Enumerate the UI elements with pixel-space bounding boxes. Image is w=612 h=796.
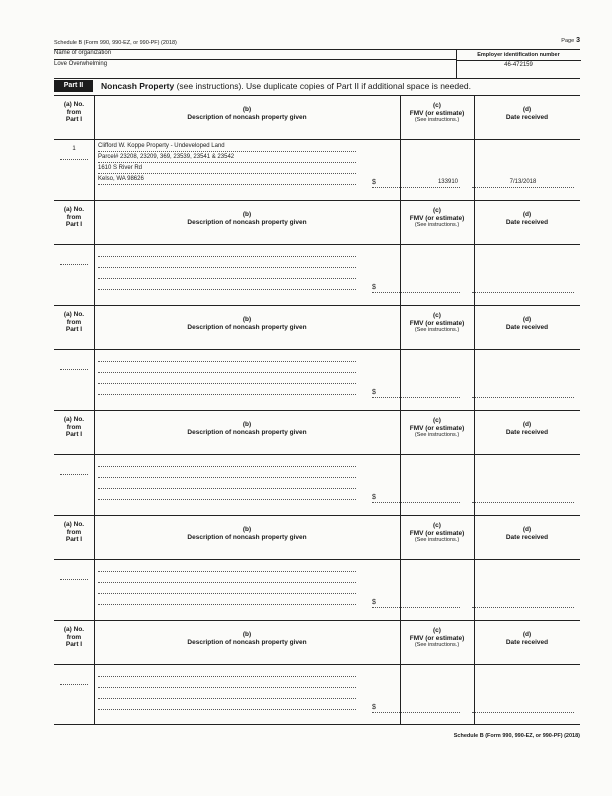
col-header-fmv-line: (c) bbox=[433, 627, 441, 634]
col-header-no-line: from bbox=[66, 423, 82, 431]
col-header-fmv-line: FMV (or estimate) bbox=[409, 634, 465, 642]
col-header-no-line: from bbox=[66, 213, 82, 221]
col-header-fmv-line: (See instructions.) bbox=[414, 537, 460, 543]
col-header-fmv-line: (c) bbox=[433, 312, 441, 319]
description-line-field[interactable] bbox=[98, 269, 356, 279]
property-entry-row bbox=[54, 560, 580, 618]
part-ii-bar bbox=[54, 79, 580, 93]
description-line-field[interactable] bbox=[98, 385, 356, 395]
col-header-no-line: from bbox=[66, 108, 82, 116]
col-header-no-line: (a) No. bbox=[63, 416, 85, 423]
col-header-fmv-line: (c) bbox=[433, 102, 441, 109]
part-i-number-field[interactable]: 1 bbox=[60, 146, 88, 160]
part-i-number-field[interactable] bbox=[60, 671, 88, 685]
col-header-no-line: from bbox=[66, 528, 82, 536]
fmv-field[interactable] bbox=[372, 283, 460, 293]
description-line-field[interactable] bbox=[98, 562, 356, 572]
col-header-fmv-line: FMV (or estimate) bbox=[409, 319, 465, 327]
part-i-number-field[interactable] bbox=[60, 251, 88, 265]
fmv-field[interactable] bbox=[372, 388, 460, 398]
col-header-description-line: Description of noncash property given bbox=[187, 428, 307, 436]
description-line-field[interactable] bbox=[98, 374, 356, 384]
part-title-bold: Noncash Property bbox=[101, 81, 175, 91]
col-header-fmv-line: (c) bbox=[433, 522, 441, 529]
col-header-no-line: (a) No. bbox=[63, 101, 85, 108]
property-entry-row bbox=[54, 245, 580, 303]
col-header-description bbox=[94, 95, 400, 140]
property-entry-row bbox=[54, 665, 580, 723]
col-header-date-line: (d) bbox=[522, 526, 532, 533]
col-header-description-line: (b) bbox=[242, 631, 252, 638]
description-line-field[interactable] bbox=[98, 490, 356, 500]
fmv-field[interactable] bbox=[372, 598, 460, 608]
col-header-date bbox=[474, 95, 580, 140]
col-header-no-line: Part I bbox=[65, 536, 83, 543]
col-header-no-line: Part I bbox=[65, 431, 83, 438]
col-header-fmv bbox=[400, 620, 474, 665]
col-header-fmv-line: FMV (or estimate) bbox=[409, 529, 465, 537]
description-line-field[interactable] bbox=[98, 678, 356, 688]
description-line-field[interactable]: Parcel# 23208, 23209, 369, 23539, 23541 & 23542 bbox=[98, 153, 356, 163]
dollar-sign: $ bbox=[372, 599, 376, 606]
property-entry-row bbox=[54, 140, 580, 198]
date-received-field[interactable] bbox=[472, 703, 574, 713]
col-header-no bbox=[54, 515, 94, 560]
col-header-no bbox=[54, 410, 94, 455]
description-line-field[interactable] bbox=[98, 280, 356, 290]
date-received-field[interactable] bbox=[472, 493, 574, 503]
description-line-field[interactable] bbox=[98, 479, 356, 489]
col-header-fmv-line: FMV (or estimate) bbox=[409, 214, 465, 222]
col-header-no-line: from bbox=[66, 318, 82, 326]
col-header-description bbox=[94, 410, 400, 455]
col-header-fmv-line: (c) bbox=[433, 207, 441, 214]
col-header-date-line: Date received bbox=[505, 323, 549, 331]
property-block bbox=[54, 620, 580, 725]
col-header-no-line: from bbox=[66, 633, 82, 641]
col-header-date bbox=[474, 200, 580, 245]
fmv-field[interactable] bbox=[372, 493, 460, 503]
col-header-fmv-line: (See instructions.) bbox=[414, 117, 460, 123]
org-name-rule bbox=[54, 59, 456, 60]
description-line-field[interactable] bbox=[98, 363, 356, 373]
dollar-sign: $ bbox=[372, 494, 376, 501]
col-header-date bbox=[474, 305, 580, 350]
col-header-fmv-line: (c) bbox=[433, 417, 441, 424]
part-i-number-field[interactable] bbox=[60, 566, 88, 580]
property-entry-row bbox=[54, 455, 580, 513]
col-header-description-line: (b) bbox=[242, 421, 252, 428]
description-line-field[interactable] bbox=[98, 689, 356, 699]
col-header-date-line: (d) bbox=[522, 421, 532, 428]
description-line-field[interactable]: Clifford W. Koppe Property - Undeveloped Land bbox=[98, 142, 356, 152]
col-header-description-line: Description of noncash property given bbox=[187, 533, 307, 541]
col-header-no-line: Part I bbox=[65, 116, 83, 123]
description-line-field[interactable] bbox=[98, 247, 356, 257]
col-header-no bbox=[54, 200, 94, 245]
col-header-date bbox=[474, 620, 580, 665]
col-header-description bbox=[94, 515, 400, 560]
col-header-date bbox=[474, 515, 580, 560]
col-header-fmv-line: FMV (or estimate) bbox=[409, 109, 465, 117]
property-block bbox=[54, 95, 580, 200]
fmv-field[interactable] bbox=[372, 178, 460, 188]
col-header-description bbox=[94, 305, 400, 350]
footer-label: Schedule B (Form 990, 990-EZ, or 990-PF) (2018) bbox=[453, 733, 580, 739]
property-entry-row bbox=[54, 350, 580, 408]
description-line-field[interactable] bbox=[98, 468, 356, 478]
col-header-description-line: Description of noncash property given bbox=[187, 218, 307, 226]
col-header-fmv bbox=[400, 95, 474, 140]
fmv-amount: 133910 bbox=[437, 179, 458, 185]
col-header-no bbox=[54, 305, 94, 350]
dollar-sign: $ bbox=[372, 704, 376, 711]
col-header-description bbox=[94, 200, 400, 245]
description-line-field[interactable] bbox=[98, 258, 356, 268]
col-header-date-line: (d) bbox=[522, 631, 532, 638]
col-header-no-line: Part I bbox=[65, 221, 83, 228]
part-title bbox=[101, 80, 471, 92]
col-header-description bbox=[94, 620, 400, 665]
block-bottom-rule bbox=[54, 724, 580, 725]
col-header-no-line: (a) No. bbox=[63, 521, 85, 528]
description-line-field[interactable] bbox=[98, 457, 356, 467]
col-header-no-line: (a) No. bbox=[63, 206, 85, 213]
description-line-field[interactable] bbox=[98, 595, 356, 605]
part-i-number-field[interactable] bbox=[60, 461, 88, 475]
col-header-fmv bbox=[400, 200, 474, 245]
description-line-field[interactable] bbox=[98, 700, 356, 710]
fmv-field[interactable] bbox=[372, 703, 460, 713]
col-header-date-line: Date received bbox=[505, 533, 549, 541]
date-received-field[interactable] bbox=[472, 388, 574, 398]
col-header-fmv bbox=[400, 515, 474, 560]
property-block bbox=[54, 515, 580, 620]
description-line-field[interactable] bbox=[98, 352, 356, 362]
part-title-rest: (see instructions). Use duplicate copies of Part II if additional space is needed. bbox=[174, 81, 471, 91]
dollar-sign: $ bbox=[372, 389, 376, 396]
date-received-field[interactable] bbox=[472, 283, 574, 293]
col-header-date-line: Date received bbox=[505, 428, 549, 436]
col-header-date bbox=[474, 410, 580, 455]
col-header-date-line: Date received bbox=[505, 218, 549, 226]
page-indicator bbox=[561, 37, 580, 44]
ein-rule bbox=[457, 60, 581, 61]
date-received-field[interactable]: 7/13/2018 bbox=[472, 178, 574, 188]
part-i-number-field[interactable] bbox=[60, 356, 88, 370]
description-line-field[interactable] bbox=[98, 667, 356, 677]
organization-row bbox=[54, 50, 580, 78]
col-header-description-line: (b) bbox=[242, 106, 252, 113]
page-number: 3 bbox=[576, 37, 580, 44]
col-header-date-line: (d) bbox=[522, 106, 532, 113]
description-line-field[interactable] bbox=[98, 584, 356, 594]
ein-label: Employer identification number bbox=[477, 52, 560, 58]
col-header-fmv bbox=[400, 305, 474, 350]
schedule-label: Schedule B (Form 990, 990-EZ, or 990-PF) (2018) bbox=[54, 40, 177, 46]
col-header-no-line: Part I bbox=[65, 326, 83, 333]
date-received-field[interactable] bbox=[472, 598, 574, 608]
property-block bbox=[54, 200, 580, 305]
col-header-date-line: (d) bbox=[522, 316, 532, 323]
col-header-no bbox=[54, 95, 94, 140]
description-line-field[interactable]: Kelso, WA 98626 bbox=[98, 175, 356, 185]
col-header-fmv-line: FMV (or estimate) bbox=[409, 424, 465, 432]
col-header-description-line: (b) bbox=[242, 211, 252, 218]
col-header-date-line: Date received bbox=[505, 113, 549, 121]
ein-box bbox=[456, 50, 580, 78]
col-header-fmv bbox=[400, 410, 474, 455]
col-header-fmv-line: (See instructions.) bbox=[414, 327, 460, 333]
page-label: Page bbox=[561, 38, 575, 44]
ein-field[interactable]: 46-472159 bbox=[504, 62, 533, 68]
col-header-no bbox=[54, 620, 94, 665]
org-name-field[interactable]: Love Overwhelming bbox=[54, 61, 108, 67]
col-header-fmv-line: (See instructions.) bbox=[414, 222, 460, 228]
description-line-field[interactable] bbox=[98, 573, 356, 583]
org-name-label: Name of organization bbox=[54, 50, 112, 56]
col-header-no-line: (a) No. bbox=[63, 626, 85, 633]
property-block bbox=[54, 410, 580, 515]
col-header-date-line: Date received bbox=[505, 638, 549, 646]
col-header-fmv-line: (See instructions.) bbox=[414, 642, 460, 648]
dollar-sign: $ bbox=[372, 179, 376, 186]
part-tag: Part II bbox=[54, 80, 93, 92]
col-header-no-line: (a) No. bbox=[63, 311, 85, 318]
col-header-description-line: Description of noncash property given bbox=[187, 323, 307, 331]
col-header-description-line: Description of noncash property given bbox=[187, 113, 307, 121]
col-header-description-line: (b) bbox=[242, 316, 252, 323]
col-header-description-line: Description of noncash property given bbox=[187, 638, 307, 646]
col-header-description-line: (b) bbox=[242, 526, 252, 533]
col-header-date-line: (d) bbox=[522, 211, 532, 218]
col-header-fmv-line: (See instructions.) bbox=[414, 432, 460, 438]
col-header-no-line: Part I bbox=[65, 641, 83, 648]
property-block bbox=[54, 305, 580, 410]
dollar-sign: $ bbox=[372, 284, 376, 291]
description-line-field[interactable]: 1610 S River Rd bbox=[98, 164, 356, 174]
